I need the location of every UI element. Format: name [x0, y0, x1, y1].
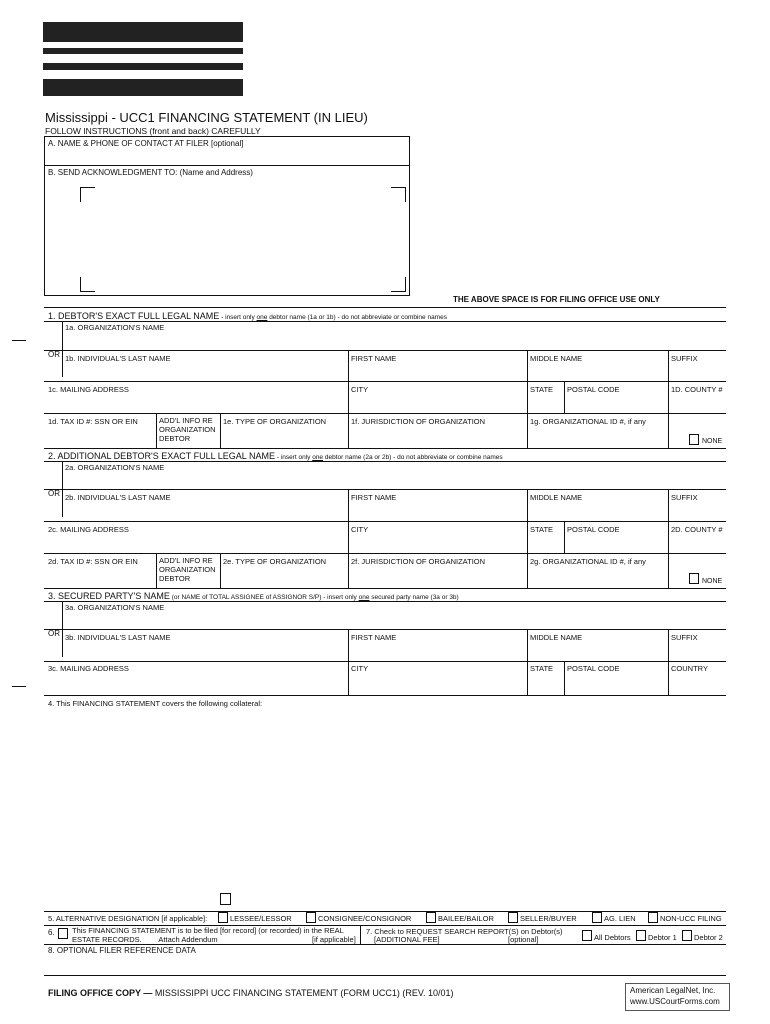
city-label: CITY	[351, 525, 369, 534]
city-label: CITY	[351, 385, 369, 394]
follow-instructions: FOLLOW INSTRUCTIONS (front and back) CAREFULLY	[45, 126, 261, 136]
all-debtors-checkbox[interactable]	[582, 930, 592, 941]
optional-filer-reference-field[interactable]	[44, 957, 726, 973]
option-label: SELLER/BUYER	[520, 914, 577, 923]
divider	[44, 911, 726, 912]
divider	[527, 489, 528, 588]
divider	[44, 975, 726, 976]
option-label: NON-UCC FILING	[660, 914, 722, 923]
collateral-checkbox[interactable]	[220, 893, 231, 905]
country-label: COUNTRY	[671, 664, 708, 673]
option-label: LESSEE/LESSOR	[230, 914, 292, 923]
search-option-label: Debtor 2	[694, 933, 723, 942]
divider	[62, 321, 63, 377]
org-id-label: 1g. ORGANIZATIONAL ID #, if any	[530, 417, 646, 426]
corner-mark	[80, 187, 95, 202]
filing-office-use-label: THE ABOVE SPACE IS FOR FILING OFFICE USE ONLY	[453, 295, 660, 304]
type-of-organization-label: 2e. TYPE OF ORGANIZATION	[223, 557, 327, 566]
consignee-consignor-checkbox[interactable]	[306, 912, 316, 923]
divider	[44, 521, 726, 522]
divider	[44, 448, 726, 449]
divider	[44, 553, 726, 554]
search-option-label: Debtor 1	[648, 933, 677, 942]
divider	[348, 350, 349, 448]
additional-debtor-heading: 2. ADDITIONAL DEBTOR'S EXACT FULL LEGAL NAME - insert only one debtor name (2a or 2b) - do not abbreviate or combine names	[48, 451, 503, 461]
corner-mark	[80, 277, 95, 292]
ag-lien-checkbox[interactable]	[592, 912, 602, 923]
section-b-label: B. SEND ACKNOWLEDGMENT TO: (Name and Address)	[48, 168, 253, 177]
divider	[220, 553, 221, 588]
org-id-label: 2g. ORGANIZATIONAL ID #, if any	[530, 557, 646, 566]
first-name-label: FIRST NAME	[351, 354, 397, 363]
divider	[44, 461, 726, 462]
item6-text: This FINANCING STATEMENT is to be filed [for record] (or recorded) in the REAL	[72, 926, 344, 935]
non-ucc-filing-checkbox[interactable]	[648, 912, 658, 923]
debtor-heading: 1. DEBTOR'S EXACT FULL LEGAL NAME - insert only one debtor name (1a or 1b) - do not abbreviate or combine names	[48, 311, 447, 321]
corner-mark	[391, 187, 406, 202]
margin-mark	[12, 340, 26, 341]
option-label: CONSIGNEE/CONSIGNOR	[318, 914, 412, 923]
option-label: AG. LIEN	[604, 914, 636, 923]
divider	[527, 350, 528, 448]
divider	[44, 413, 726, 414]
mailing-address-label: 1c. MAILING ADDRESS	[48, 385, 129, 394]
none-label: NONE	[702, 578, 723, 585]
item7-text: [optional]	[508, 935, 539, 944]
divider	[44, 695, 726, 696]
middle-name-label: MIDDLE NAME	[530, 633, 583, 642]
secured-org-name-field[interactable]	[63, 612, 725, 628]
middle-name-label: MIDDLE NAME	[530, 354, 583, 363]
secured-party-heading: 3. SECURED PARTY'S NAME (or NAME of TOTAL ASSIGNEE of ASSIGNOR S/P) - insert only one secured party name (3a or 3b)	[48, 591, 459, 601]
divider	[527, 629, 528, 695]
debtor1-org-name-field[interactable]	[63, 332, 725, 349]
divider	[44, 629, 726, 630]
or-label: OR	[48, 350, 60, 359]
collateral-field[interactable]	[44, 710, 726, 890]
postal-code-label: POSTAL CODE	[567, 385, 620, 394]
org-name-label: 2a. ORGANIZATION'S NAME	[65, 463, 165, 472]
alt-designation-label: 5. ALTERNATIVE DESIGNATION [if applicable]:	[48, 914, 208, 923]
mailing-address-label: 2c. MAILING ADDRESS	[48, 525, 129, 534]
first-name-label: FIRST NAME	[351, 493, 397, 502]
none-label: NONE	[702, 438, 723, 445]
item7-text: 7. Check to REQUEST SEARCH REPORT(S) on Debtor(s)	[366, 927, 563, 936]
divider	[44, 321, 726, 322]
state-label: STATE	[530, 664, 554, 673]
middle-name-label: MIDDLE NAME	[530, 493, 583, 502]
divider	[44, 489, 726, 490]
divider	[668, 629, 669, 695]
or-label: OR	[48, 629, 60, 638]
suffix-label: SUFFIX	[671, 633, 698, 642]
section-a-label: A. NAME & PHONE OF CONTACT AT FILER [optional]	[48, 139, 244, 148]
divider	[44, 381, 726, 382]
publisher-url[interactable]: www.USCourtForms.com	[630, 997, 720, 1006]
divider	[668, 489, 669, 588]
collateral-label: 4. This FINANCING STATEMENT covers the following collateral:	[48, 699, 263, 708]
divider	[156, 413, 157, 448]
item6-text: ESTATE RECORDS. Attach Addendum	[72, 935, 218, 944]
divider	[360, 925, 361, 944]
footer-copy-label: FILING OFFICE COPY — MISSISSIPPI UCC FINANCING STATEMENT (FORM UCC1) (REV. 10/01)	[48, 988, 454, 998]
divider	[220, 413, 221, 448]
debtor-2-checkbox[interactable]	[682, 930, 692, 941]
item7-text: [ADDITIONAL FEE]	[374, 935, 440, 944]
seller-buyer-checkbox[interactable]	[508, 912, 518, 923]
header-bar-3	[43, 63, 243, 70]
margin-mark	[12, 686, 26, 687]
real-estate-records-checkbox[interactable]	[58, 928, 68, 939]
publisher-name: American LegalNet, Inc.	[630, 986, 716, 995]
optional-filer-reference-label: 8. OPTIONAL FILER REFERENCE DATA	[48, 946, 196, 955]
divider	[44, 588, 726, 589]
divider	[44, 165, 410, 166]
item6-number: 6.	[48, 928, 55, 937]
divider	[564, 521, 565, 553]
suffix-label: SUFFIX	[671, 354, 698, 363]
item6-text: [if applicable]	[312, 935, 356, 944]
header-bar-2	[43, 48, 243, 54]
divider	[668, 350, 669, 448]
org-name-label: 1a. ORGANIZATION'S NAME	[65, 323, 165, 332]
state-label: STATE	[530, 525, 554, 534]
acknowledgment-address-field[interactable]	[44, 180, 410, 296]
tax-id-label: 2d. TAX ID #: SSN OR EIN	[48, 557, 138, 566]
org-name-label: 3a. ORGANIZATION'S NAME	[65, 603, 165, 612]
city-label: CITY	[351, 664, 369, 673]
search-option-label: All Debtors	[594, 933, 631, 942]
last-name-label: 1b. INDIVIDUAL'S LAST NAME	[65, 354, 171, 363]
state-label: STATE	[530, 385, 554, 394]
addl-info-label: ADD'L INFO RE ORGANIZATION DEBTOR	[159, 556, 216, 583]
jurisdiction-label: 1f. JURISDICTION OF ORGANIZATION	[351, 417, 486, 426]
divider	[348, 489, 349, 588]
none-checkbox[interactable]	[689, 434, 699, 445]
jurisdiction-label: 2f. JURISDICTION OF ORGANIZATION	[351, 557, 486, 566]
bailee-bailor-checkbox[interactable]	[426, 912, 436, 923]
lessee-lessor-checkbox[interactable]	[218, 912, 228, 923]
type-of-organization-label: 1e. TYPE OF ORGANIZATION	[223, 417, 327, 426]
last-name-label: 3b. INDIVIDUAL'S LAST NAME	[65, 633, 171, 642]
header-bar-4	[43, 79, 243, 96]
tax-id-label: 1d. TAX ID #: SSN OR EIN	[48, 417, 138, 426]
divider	[44, 307, 726, 308]
last-name-label: 2b. INDIVIDUAL'S LAST NAME	[65, 493, 171, 502]
divider	[564, 661, 565, 695]
county-label: 2D. COUNTY #	[671, 525, 723, 534]
suffix-label: SUFFIX	[671, 493, 698, 502]
postal-code-label: POSTAL CODE	[567, 525, 620, 534]
mailing-address-label: 3c. MAILING ADDRESS	[48, 664, 129, 673]
option-label: BAILEE/BAILOR	[438, 914, 494, 923]
or-label: OR	[48, 489, 60, 498]
addl-info-label: ADD'L INFO RE ORGANIZATION DEBTOR	[159, 416, 216, 443]
first-name-label: FIRST NAME	[351, 633, 397, 642]
divider	[156, 553, 157, 588]
divider	[44, 350, 726, 351]
debtor2-org-name-field[interactable]	[63, 472, 725, 488]
divider	[348, 629, 349, 695]
corner-mark	[391, 277, 406, 292]
debtor-1-checkbox[interactable]	[636, 930, 646, 941]
none-checkbox[interactable]	[689, 573, 699, 584]
header-bar-1	[43, 22, 243, 42]
divider	[564, 381, 565, 413]
divider	[44, 601, 726, 602]
county-label: 1D. COUNTY #	[671, 385, 723, 394]
divider	[44, 944, 726, 945]
divider	[44, 661, 726, 662]
form-title: Mississippi - UCC1 FINANCING STATEMENT (IN LIEU)	[45, 110, 368, 125]
postal-code-label: POSTAL CODE	[567, 664, 620, 673]
